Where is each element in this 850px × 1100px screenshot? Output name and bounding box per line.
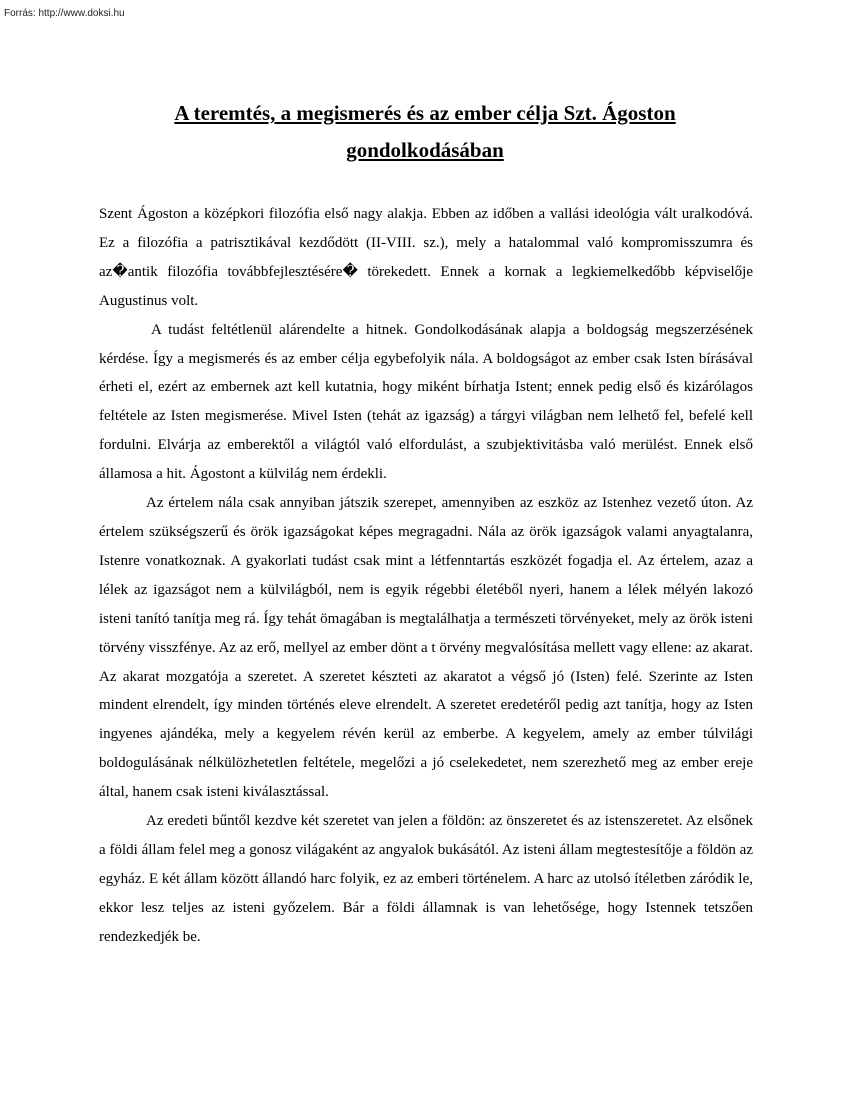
paragraph-2: A tudást feltétlenül alárendelte a hitnek. Gondolkodásának alapja a boldogság megszerzésének kérdése. Így a megismerés és az ember célja egybefolyik nála. A boldogságot az ember csak Isten bírásával érheti el, ezért az embernek azt kell kutatnia, hogy miként bírhatja Istent; ennek pedig első és kizárólagos feltétele az Isten megismerése. Mivel Isten (tehát az igazság) a tárgyi világban nem lelhető fel, befelé kell fordulni. Elvárja az emberektől a világtól való elfordulást, a szubjektivitásba való merülést. Ennek első államosa a hit. Ágostont a külvilág nem érdekli. xyxy=(99,321,753,483)
paragraph-1: Szent Ágoston a középkori filozófia első nagy alakja. Ebben az időben a vallási ideológia vált uralkodóvá. Ez a filozófia a patrisztikával kezdődött (II-VIII. sz.), mely a hatalommal való kompromisszumra és az�antik filozófia továbbfejlesztésére� törekedett. Ennek a kornak a legkiemelkedőbb képviselője Augustinus volt. xyxy=(99,206,753,309)
paragraph-3: Az értelem nála csak annyiban játszik szerepet, amennyiben az eszköz az Istenhez vezető úton. Az értelem szükségszerű és örök igazságokat képes megragadni. Nála az örök igazságok valami anyagtalanra, Istenre vonatkoznak. A gyakorlati tudást csak mint a létfenntartás eszközét fogadja el. Az értelem, azaz a lélek az igazságot nem a külvilágból, nem is egyik régebbi életéből nyeri, hanem a lélek mélyén lakozó isteni tanító tanítja meg rá. Így tehát ömagában is megtalálhatja a természeti törvényeket, mely az örök isteni törvény visszfénye. Az az erő, mellyel az ember dönt a t örvény megvalósítása mellett vagy ellene: az akarat. Az akarat mozgatója a szeretet. A szeretet készteti az akaratot a végső jó (Isten) felé. Szerinte az Isten mindent elrendelt, így minden történés eleve elrendelt. A szeretet eredetéről pedig azt tanítja, hogy az Isten ingyenes ajándéka, mely a kegyelem révén kerül az emberbe. A kegyelem, amely az ember túlvilági boldogulásának nélkülözhetetlen feltétele, megelőzi a jó cselekedetet, nem szerezhető meg az ember ereje által, hanem csak isteni kiválasztással. xyxy=(99,495,753,801)
source-label: Forrás: http://www.doksi.hu xyxy=(4,8,125,19)
page-title: A teremtés, a megismerés és az ember célja Szt. Ágoston gondolkodásában xyxy=(174,101,676,162)
document-body xyxy=(99,200,753,952)
paragraph-4: Az eredeti bűntől kezdve két szeretet van jelen a földön: az önszeretet és az istenszeretet. Az elsőnek a földi állam felel meg a gonosz világaként az angyalok bukásától. Az isteni állam megtestesítője a földön az egyház. E két állam között állandó harc folyik, ez az emberi történelem. A harc az utolsó ítéletben záródik le, ekkor lesz teljes az isteni győzelem. Bár a földi államnak is van lehetősége, hogy Istennek tetszően rendezkedjék be. xyxy=(99,813,753,945)
